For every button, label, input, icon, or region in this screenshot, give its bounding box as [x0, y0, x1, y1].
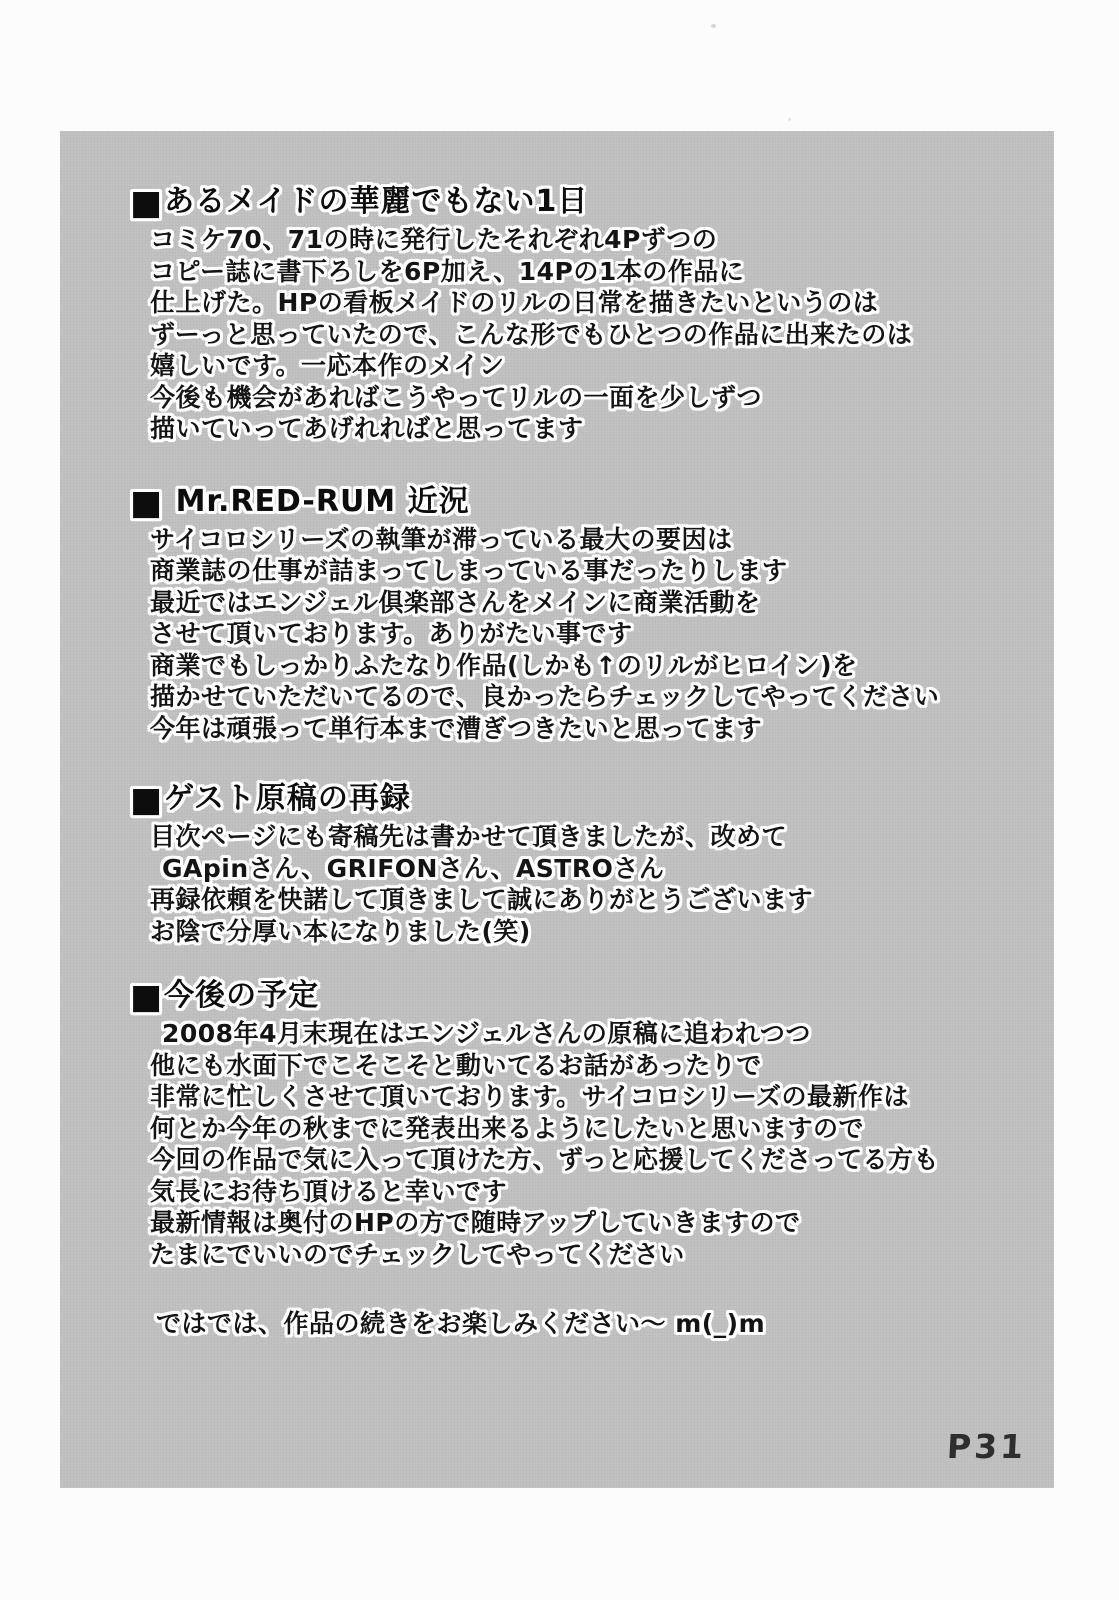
section-maid-story [130, 181, 1010, 445]
square-bullet-icon: ■ [130, 482, 164, 523]
section-heading-text: あるメイドの華麗でもない1日 [164, 184, 589, 219]
text-line: 他にも水面下でこそこそと動いてるお話があったりで [150, 1050, 762, 1080]
text-line: 非常に忙しくさせて頂いております。サイコロシリーズの最新作は [150, 1082, 910, 1111]
text-line: 今年は頑張って単行本まで漕ぎつきたいと思ってます [150, 713, 763, 743]
text-line: お陰で分厚い本になりました(笑) [150, 916, 531, 946]
text-line: 最近ではエンジェル倶楽部さんをメインに商業活動を [150, 587, 761, 617]
text-line: コピー誌に書下ろしを6P加え、14Pの1本の作品に [150, 256, 745, 286]
text-line: ずーっと思っていたので、こんな形でもひとつの作品に出来たのは [150, 319, 913, 349]
text-line: 仕上げた。HPの看板メイドのリルの日常を描きたいというのは [150, 288, 879, 317]
square-bullet-icon: ■ [130, 780, 164, 820]
section-heading-text: 今後の予定 [164, 978, 320, 1013]
afterword-panel [60, 131, 1054, 1488]
afterword-content [130, 181, 1010, 1340]
square-bullet-icon: ■ [130, 183, 164, 223]
text-line: 今回の作品で気に入って頂けた方、ずっと応援してくださってる方も [150, 1145, 940, 1174]
scan-speck [711, 24, 716, 28]
text-line: 2008年4月末現在はエンジェルさんの原稿に追われつつ [162, 1019, 811, 1048]
section-heading [130, 181, 1010, 224]
square-bullet-icon: ■ [130, 977, 164, 1017]
section-guest-reprint [130, 778, 1010, 947]
text-line: 気長にお待ち頂けると幸いです [150, 1176, 508, 1206]
section-future-plans [130, 975, 1010, 1270]
text-line: 商業でもしっかりふたなり作品(しかも↑のリルがヒロイン)を [150, 650, 858, 680]
text-line: コミケ70、71の時に発行したそれぞれ4Pずつの [150, 225, 718, 254]
text-line: 商業誌の仕事が詰まってしまっている事だったりします [150, 556, 788, 585]
text-line: 描いていってあげれればと思ってます [150, 414, 584, 443]
text-line: 嬉しいです。一応本作のメイン [150, 351, 505, 380]
section-heading-text: ゲスト原稿の再録 [164, 781, 411, 816]
scan-speck [788, 118, 791, 121]
section-red-rum-news [130, 481, 1010, 745]
text-line: 再録依頼を快諾して頂きまして誠にありがとうございます [150, 885, 814, 914]
section-heading-text: Mr.RED-RUM 近況 [164, 483, 470, 519]
text-line: 最新情報は奥付のHPの方で随時アップしていきますので [150, 1208, 801, 1237]
text-line: たまにでいいのでチェックしてやってください [150, 1239, 685, 1269]
closing-line: ではでは、作品の続きをお楽しみください～ m(_)m [156, 1309, 766, 1338]
text-line: GApinさん、GRIFONさん、ASTROさん [162, 853, 665, 883]
section-heading [130, 481, 1010, 524]
page-number: P31 [945, 1427, 1028, 1466]
section-heading [130, 975, 1010, 1018]
section-heading [130, 778, 1010, 821]
text-line: 今後も機会があればこうやってリルの一面を少しずつ [150, 382, 763, 412]
text-line: 何とか今年の秋までに発表出来るようにしたいと思いますので [150, 1113, 865, 1143]
text-line: させて頂いております。ありがたい事です [150, 619, 633, 648]
text-line: 目次ページにも寄稿先は書かせて頂きましたが、改めて [150, 822, 788, 851]
text-line: 描かせていただいてるので、良かったらチェックしてやってください [150, 682, 940, 711]
text-line: サイコロシリーズの執筆が滞っている最大の要因は [150, 524, 733, 554]
